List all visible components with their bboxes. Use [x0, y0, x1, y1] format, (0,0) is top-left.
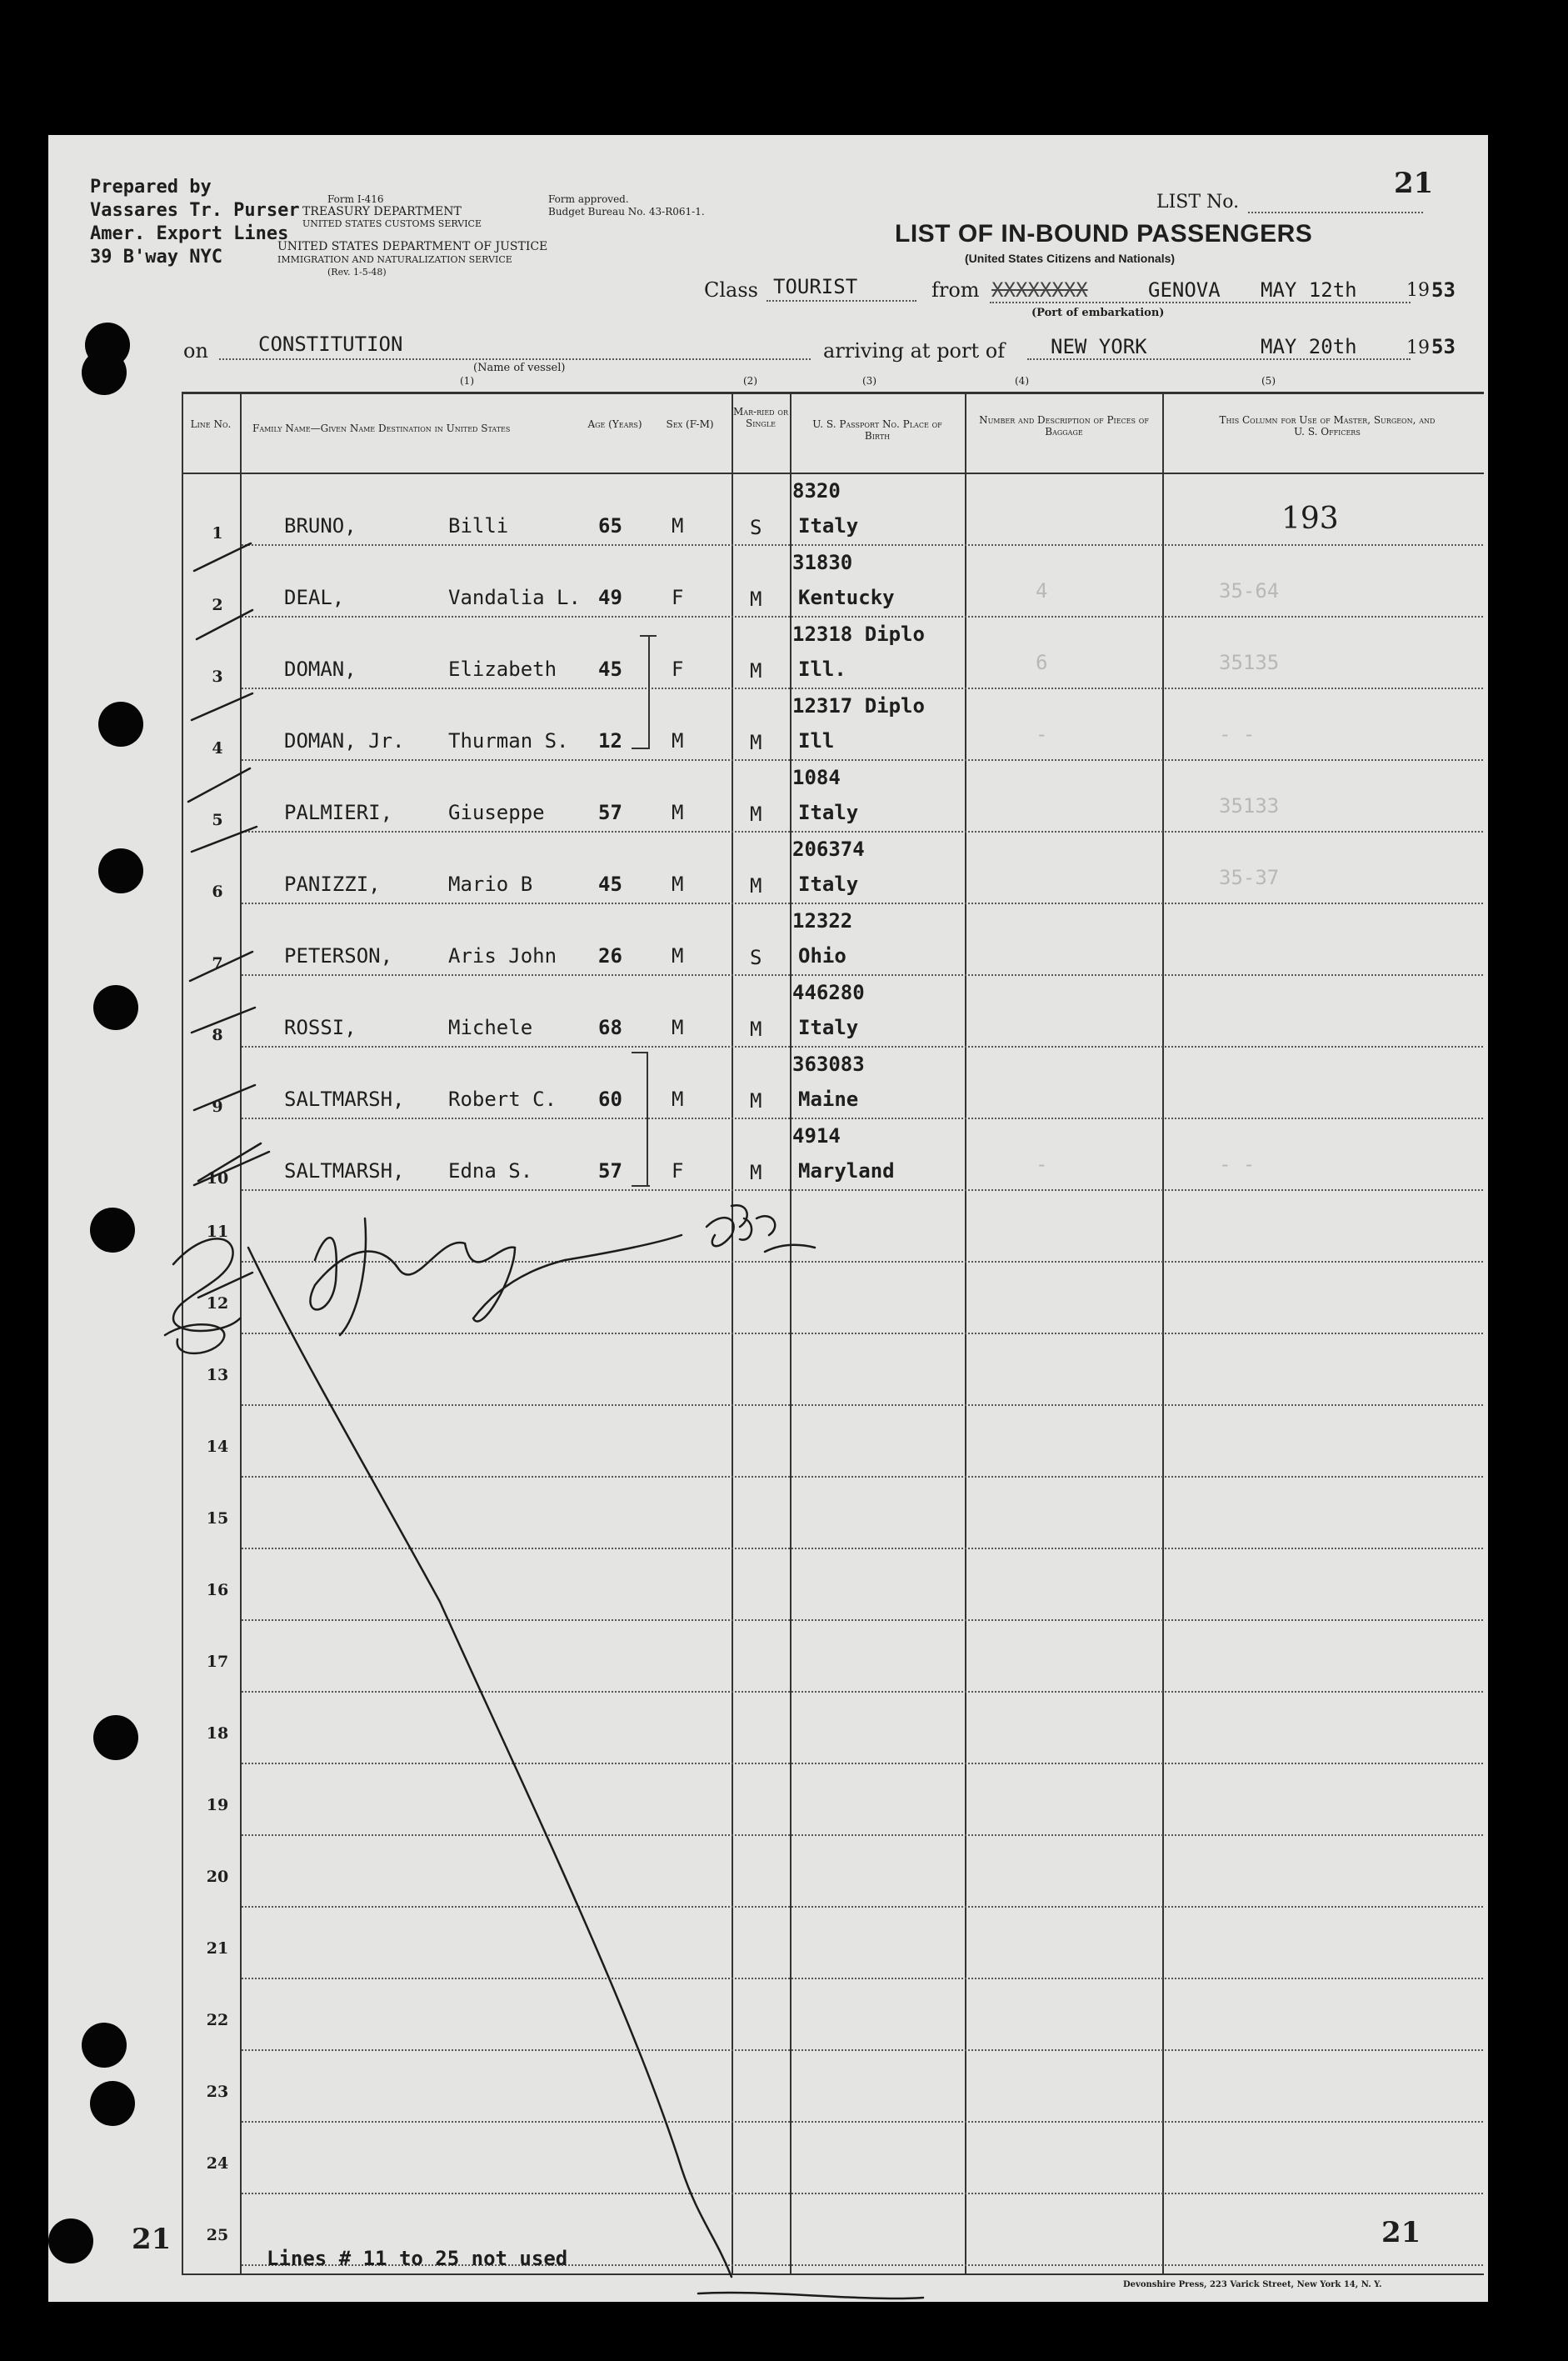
given-name: Mario B	[448, 873, 533, 896]
age: 12	[598, 729, 622, 753]
place-of-birth: Ill	[798, 729, 835, 753]
manifest-page	[48, 135, 1488, 2302]
arriving-label: arriving at port of	[823, 339, 1006, 363]
col-num-1: (1)	[460, 375, 474, 387]
arrival-date: MAY 20th	[1261, 335, 1357, 358]
place-of-birth: Italy	[798, 514, 859, 538]
given-name: Aris John	[448, 944, 557, 968]
marital-status: M	[750, 1161, 762, 1184]
line-number: 20	[206, 1868, 229, 1886]
marital-status: S	[750, 946, 762, 969]
sex: F	[672, 1159, 684, 1183]
line-number: 10	[206, 1169, 229, 1188]
col-baggage-header: Number and Description of Pieces of Baggage	[979, 414, 1149, 438]
passport-number: 206374	[792, 838, 865, 861]
family-name: DOMAN,	[284, 658, 357, 681]
arrival-year-prefix: 19	[1406, 338, 1430, 358]
marital-status: M	[750, 874, 762, 898]
passport-number: 446280	[792, 981, 865, 1004]
sex: M	[672, 729, 684, 753]
marital-status: M	[750, 1089, 762, 1113]
age: 57	[598, 1159, 622, 1183]
officer-notation: 193	[1281, 502, 1339, 536]
line-number: 7	[212, 954, 223, 973]
line-number: 17	[206, 1653, 229, 1671]
age: 45	[598, 873, 622, 896]
budget-bureau: Budget Bureau No. 43-R061-1.	[548, 206, 705, 218]
sex: M	[672, 944, 684, 968]
given-name: Billi	[448, 514, 509, 538]
baggage-count: -	[1036, 723, 1048, 746]
line-number: 23	[206, 2083, 229, 2101]
line-number: 8	[212, 1026, 223, 1044]
line-number: 24	[206, 2154, 229, 2173]
age: 65	[598, 514, 622, 538]
marital-status: M	[750, 1018, 762, 1041]
col-passport-header: U. S. Passport No. Place of Birth	[812, 418, 942, 442]
from-label: from	[931, 278, 980, 302]
place-of-birth: Kentucky	[798, 586, 895, 609]
class-value: TOURIST	[773, 275, 858, 298]
form-title: LIST OF IN-BOUND PASSENGERS	[895, 220, 1313, 248]
passport-number: 8320	[792, 479, 841, 503]
col-officers-header: This Column for Use of Master, Surgeon, and U. S. Officers	[1219, 414, 1436, 438]
passport-number: 12322	[792, 909, 853, 933]
form-revision: (Rev. 1-5-48)	[327, 267, 387, 278]
officer-notation: - -	[1219, 723, 1256, 746]
on-label: on	[183, 339, 208, 363]
printer-imprint: Devonshire Press, 223 Varick Street, New York 14, N. Y.	[1123, 2280, 1382, 2289]
form-subtitle: (United States Citizens and Nationals)	[965, 252, 1176, 265]
col-name-header: Family Name—Given Name Destination in United States	[252, 423, 511, 434]
marital-status: M	[750, 731, 762, 754]
agent-name: Vassares Tr. Purser	[90, 200, 300, 221]
line-number: 11	[206, 1223, 229, 1241]
age: 49	[598, 586, 622, 609]
sex: F	[672, 586, 684, 609]
family-name: PANIZZI,	[284, 873, 381, 896]
col-sex-header: Sex (F-M)	[666, 418, 714, 430]
sex: M	[672, 1016, 684, 1039]
age: 26	[598, 944, 622, 968]
marital-status: S	[750, 516, 762, 539]
sex: M	[672, 801, 684, 824]
line-number: 19	[206, 1796, 229, 1814]
officer-notation: 35-64	[1219, 579, 1280, 603]
given-name: Vandalia L.	[448, 586, 581, 609]
given-name: Elizabeth	[448, 658, 557, 681]
age: 45	[598, 658, 622, 681]
place-of-birth: Maine	[798, 1088, 859, 1111]
col-num-5: (5)	[1261, 375, 1276, 387]
family-name: PALMIERI,	[284, 801, 393, 824]
given-name: Edna S.	[448, 1159, 533, 1183]
passport-number: 363083	[792, 1053, 865, 1076]
place-of-birth: Maryland	[798, 1159, 895, 1183]
age: 57	[598, 801, 622, 824]
line-number: 9	[212, 1098, 223, 1116]
baggage-count: 6	[1036, 651, 1048, 674]
passport-number: 31830	[792, 551, 853, 574]
line-number: 13	[206, 1366, 229, 1384]
given-name: Giuseppe	[448, 801, 545, 824]
family-name: BRUNO,	[284, 514, 357, 538]
prepared-by-label: Prepared by	[90, 177, 212, 198]
arrival-year: 53	[1431, 335, 1456, 358]
vessel-caption: (Name of vessel)	[473, 362, 566, 374]
vessel-name: CONSTITUTION	[258, 333, 403, 356]
line-number: 18	[206, 1724, 229, 1743]
line-number: 22	[206, 2011, 229, 2029]
ins-service: IMMIGRATION AND NATURALIZATION SERVICE	[277, 254, 512, 265]
officer-notation: - -	[1219, 1153, 1256, 1176]
place-of-birth: Italy	[798, 1016, 859, 1039]
place-of-birth: Italy	[798, 873, 859, 896]
line-number: 25	[206, 2226, 229, 2244]
arrival-port: NEW YORK	[1051, 335, 1147, 358]
struck-port: XXXXXXXX	[991, 278, 1088, 302]
page-number-left: 21	[132, 2223, 172, 2256]
line-number: 5	[212, 811, 223, 829]
line-number: 4	[212, 739, 223, 758]
place-of-birth: Italy	[798, 801, 859, 824]
age: 60	[598, 1088, 622, 1111]
place-of-birth: Ill.	[798, 658, 846, 681]
col-line-header: Line No.	[190, 418, 232, 430]
lines-not-used-note: Lines # 11 to 25 not used	[267, 2247, 568, 2270]
baggage-count: 4	[1036, 579, 1048, 603]
family-name: PETERSON,	[284, 944, 393, 968]
baggage-count: -	[1036, 1153, 1048, 1176]
line-number: 14	[206, 1438, 229, 1456]
passport-number: 12317 Diplo	[792, 694, 925, 718]
sex: M	[672, 514, 684, 538]
given-name: Michele	[448, 1016, 533, 1039]
line-number: 2	[212, 596, 223, 614]
sex: M	[672, 1088, 684, 1111]
line-number: 6	[212, 883, 223, 901]
customs-service: UNITED STATES CUSTOMS SERVICE	[302, 218, 482, 229]
justice-department: UNITED STATES DEPARTMENT OF JUSTICE	[277, 240, 548, 253]
officer-notation: 35135	[1219, 651, 1280, 674]
passport-number: 12318 Diplo	[792, 623, 925, 646]
handwriting-overlay	[48, 135, 1488, 2302]
col-age-header: Age (Years)	[587, 418, 642, 430]
passport-number: 1084	[792, 766, 841, 789]
col-num-2: (2)	[743, 375, 757, 387]
family-name: ROSSI,	[284, 1016, 357, 1039]
line-number: 1	[212, 524, 223, 543]
marital-status: M	[750, 659, 762, 683]
form-approved: Form approved.	[548, 193, 629, 205]
marital-status: M	[750, 588, 762, 611]
age: 68	[598, 1016, 622, 1039]
given-name: Robert C.	[448, 1088, 557, 1111]
line-number: 16	[206, 1581, 229, 1599]
place-of-birth: Ohio	[798, 944, 846, 968]
line-number: 15	[206, 1509, 229, 1528]
line-number: 3	[212, 668, 223, 686]
class-label: Class	[704, 278, 758, 302]
agent-company: Amer. Export Lines	[90, 223, 289, 244]
list-number: 21	[1394, 167, 1434, 200]
family-name: SALTMARSH,	[284, 1159, 405, 1183]
embarkation-date: MAY 12th	[1261, 278, 1357, 302]
family-name: DOMAN, Jr.	[284, 729, 405, 753]
officer-notation: 35133	[1219, 794, 1280, 818]
port-embarkation-caption: (Port of embarkation)	[1031, 307, 1165, 319]
family-name: SALTMARSH,	[284, 1088, 405, 1111]
line-number: 21	[206, 1939, 229, 1958]
year-prefix: 19	[1406, 280, 1430, 301]
given-name: Thurman S.	[448, 729, 569, 753]
line-number: 12	[206, 1294, 229, 1313]
list-no-label: LIST No.	[1156, 192, 1240, 213]
page-number-right: 21	[1381, 2216, 1421, 2249]
sex: F	[672, 658, 684, 681]
agent-address: 39 B'way NYC	[90, 247, 222, 268]
sex: M	[672, 873, 684, 896]
passport-number: 4914	[792, 1124, 841, 1148]
marital-status: M	[750, 803, 762, 826]
family-name: DEAL,	[284, 586, 345, 609]
embarkation-year: 53	[1431, 278, 1456, 302]
col-num-4: (4)	[1015, 375, 1029, 387]
treasury-department: TREASURY DEPARTMENT	[302, 205, 462, 218]
col-married-header: Mar-ried or Single	[733, 406, 788, 429]
form-number: Form I-416	[327, 193, 384, 205]
col-num-3: (3)	[862, 375, 876, 387]
embarkation-port: GENOVA	[1148, 278, 1221, 302]
officer-notation: 35-37	[1219, 866, 1280, 889]
